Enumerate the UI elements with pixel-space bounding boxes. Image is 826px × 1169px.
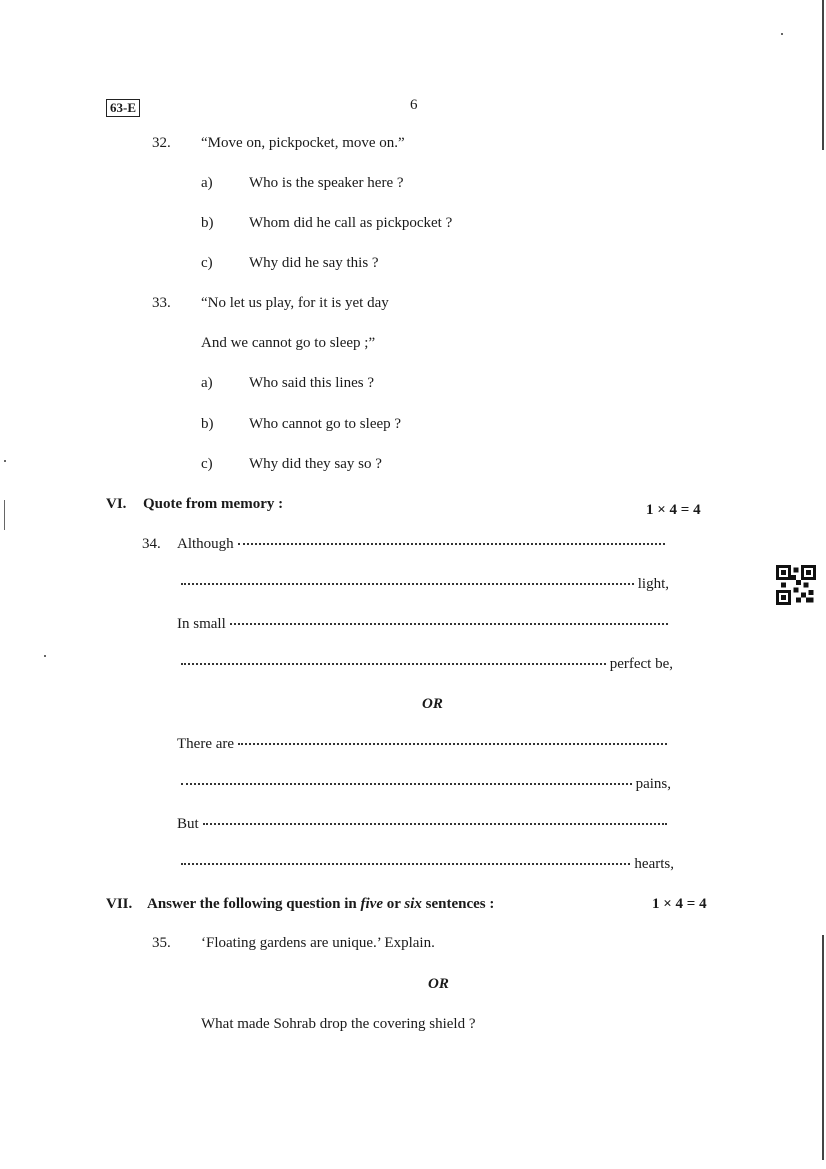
q33-a-text: Who said this lines ? [249, 375, 374, 391]
scan-speck [4, 500, 5, 530]
or-divider-vii: OR [428, 976, 449, 992]
blank-dots [181, 783, 632, 785]
q33-a-label: a) [201, 375, 213, 391]
section-vii-title [147, 896, 494, 913]
quote-a-line-4 [177, 656, 673, 673]
blank-dots [203, 823, 667, 825]
q32-b-text: Whom did he call as pickpocket ? [249, 215, 453, 231]
quote-a-line-2-end: light, [637, 576, 669, 592]
section-vii-title-pre: Answer the following question in [147, 896, 361, 912]
q32-a-text: Who is the speaker here ? [249, 175, 404, 191]
scan-edge-line [822, 0, 824, 150]
quote-b-line-2 [177, 776, 671, 793]
quote-b-line-1-start: There are [177, 736, 235, 752]
section-vii-title-five: five [360, 896, 383, 912]
quote-a-line-3 [177, 616, 672, 633]
quote-b-line-4-end: hearts, [634, 856, 674, 872]
quote-b-line-4 [177, 856, 674, 873]
q35-text: ‘Floating gardens are unique.’ Explain. [201, 935, 435, 951]
quote-b-line-3 [177, 816, 671, 833]
quote-b-line-1 [177, 736, 671, 753]
section-vii-marks: 1 × 4 = 4 [652, 896, 707, 912]
q33-quote-line1: “No let us play, for it is yet day [201, 295, 389, 311]
section-vii-numeral: VII. [106, 896, 133, 912]
q33-number: 33. [152, 295, 171, 311]
q32-b-label: b) [201, 215, 214, 231]
q33-b-text: Who cannot go to sleep ? [249, 416, 402, 432]
q33-c-label: c) [201, 456, 213, 472]
blank-dots [238, 543, 665, 545]
scan-speck [44, 655, 46, 657]
blank-dots [181, 663, 606, 665]
scan-speck [781, 33, 783, 35]
q32-c-label: c) [201, 255, 213, 271]
quote-b-line-2-end: pains, [635, 776, 671, 792]
or-divider-vi: OR [422, 696, 443, 712]
q34-number: 34. [142, 536, 161, 552]
q33-c-text: Why did they say so ? [249, 456, 382, 472]
quote-b-line-3-start: But [177, 816, 199, 832]
quote-a-line-3-start: In small [177, 616, 226, 632]
q32-c-text: Why did he say this ? [249, 255, 379, 271]
q35-number: 35. [152, 935, 171, 951]
section-vii-title-six: six [404, 896, 422, 912]
scan-speck [4, 460, 6, 462]
q32-quote: “Move on, pickpocket, move on.” [201, 135, 405, 151]
paper-code: 63-E [106, 99, 140, 117]
section-vi-numeral: VI. [106, 496, 127, 512]
blank-dots [238, 743, 667, 745]
blank-dots [181, 583, 634, 585]
section-vii-title-post: sentences : [421, 896, 495, 912]
scan-edge-line [822, 935, 824, 1160]
q32-a-label: a) [201, 175, 213, 191]
quote-a-line-1 [177, 536, 669, 553]
quote-a-line-4-end: perfect be, [609, 656, 673, 672]
q32-number: 32. [152, 135, 171, 151]
section-vii-title-mid: or [383, 896, 405, 912]
qr-code-image [776, 565, 816, 605]
quote-a-line-1-start: Although [177, 536, 234, 552]
section-vi-marks: 1 × 4 = 4 [646, 502, 701, 518]
page-number: 6 [410, 97, 418, 113]
q33-b-label: b) [201, 416, 214, 432]
blank-dots [230, 623, 668, 625]
section-vi-title: Quote from memory : [143, 496, 284, 512]
q35-alternative-text: What made Sohrab drop the covering shield ? [201, 1016, 476, 1032]
q33-quote-line2: And we cannot go to sleep ;” [201, 335, 376, 351]
quote-a-line-2 [177, 576, 669, 593]
blank-dots [181, 863, 630, 865]
